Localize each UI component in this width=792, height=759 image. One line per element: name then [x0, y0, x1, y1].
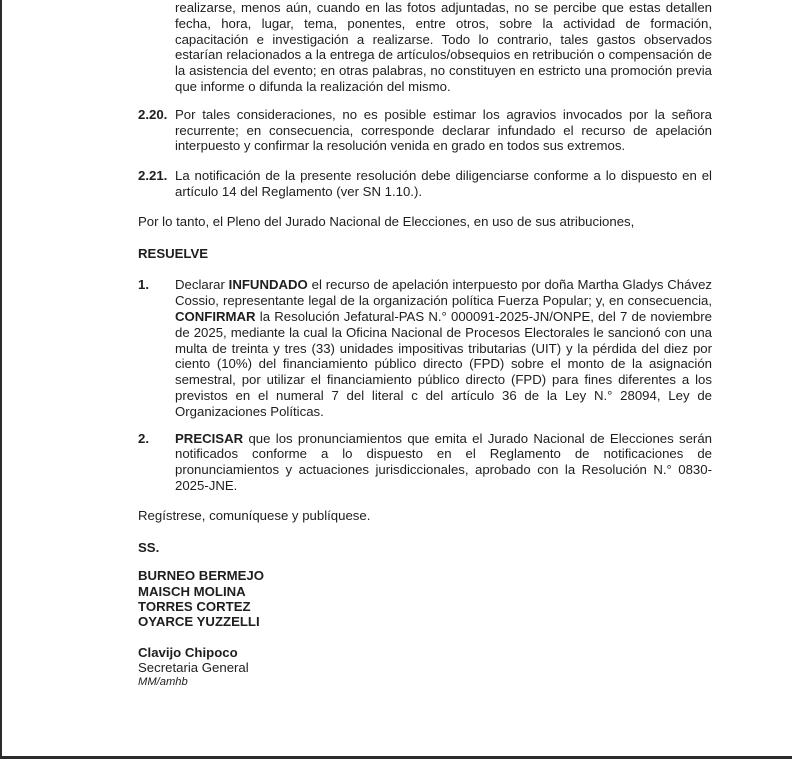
ss-label: SS. [138, 539, 160, 555]
document-initials: MM/amhb [138, 676, 188, 689]
resolution-keyword: CONFIRMAR [175, 308, 256, 324]
resolution-text [175, 277, 712, 419]
resolution-keyword: PRECISAR [175, 430, 244, 446]
closing-line: Regístrese, comuníquese y publíquese. [138, 507, 371, 523]
secretary-title: Secretaria General [138, 660, 249, 676]
resolutions-list [138, 277, 712, 493]
clause-2.20 [138, 107, 712, 154]
signatories-list [138, 568, 712, 629]
resolution-text-segment: que los pronunciamientos que emita el Jurado Nacional de Elecciones serán notificados conforme a lo dispuesto en el Reglamento de notificaciones de pronunciamientos y actuaciones jurisdiccionales, aprobado con la Resolución N.° 0830-2025-JNE. [175, 430, 712, 493]
clause-number: 2.20. [138, 106, 168, 122]
resolution-text [175, 431, 712, 494]
resuelve-heading: RESUELVE [138, 245, 209, 261]
signatory-name: BURNEO BERMEJO [138, 568, 265, 584]
resolution-number: 2. [138, 430, 149, 446]
signatory-name: OYARCE YUZZELLI [138, 613, 260, 629]
numbered-clauses [138, 107, 712, 200]
signatory-name: MAISCH MOLINA [138, 583, 246, 599]
resolution-text-segment: la Resolución Jefatural-PAS N.° 000091-2025-JN/ONPE, del 7 de noviembre de 2025, mediante la cual la Oficina Nacional de Procesos Electorales le sancionó con una multa de treinta y tres (33) unidades impositivas tributarias (UIT) y la pérdida del diez por ciento (10%) del financiamiento público directo (FPD) sobre el monto de la asignación semestral, por utilizar el financiamiento público directo (FPD) para fines diferentes a los previstos en el numeral 7 del literal c del artículo 36 de la Ley N.° 28094, Ley de Organizaciones Políticas. [175, 308, 712, 419]
por-lo-tanto-paragraph: Por lo tanto, el Pleno del Jurado Nacional de Elecciones, en uso de sus atribuciones, [138, 213, 635, 229]
resolution-item-1 [138, 277, 712, 419]
intro-paragraph: realizarse, menos aún, cuando en las fotos adjuntadas, no se percibe que estas detallen fecha, hora, lugar, tema, ponentes, entre otros, sobre la actividad de formación, capacitación e investigación a realizarse. Todo lo contrario, tales gastos observados estarían relacionados a la entrega de artículos/obsequios en retribución o compensación de la asistencia del evento; en otras palabras, no constituyen en estricto una promoción previa que informe o difunda la realización del mismo. [175, 0, 712, 94]
document-content [138, 0, 712, 690]
resolution-number: 1. [138, 277, 149, 293]
signatory-name: TORRES CORTEZ [138, 598, 251, 614]
resolution-text-segment: Declarar [175, 277, 229, 293]
secretary-name: Clavijo Chipoco [138, 645, 238, 661]
clause-2.21 [138, 168, 712, 200]
clause-text: Por tales consideraciones, no es posible estimar los agravios invocados por la señora recurrente; en consecuencia, corresponde declarar infundado el recurso de apelación interpuesto y confirmar la resolución venida en grado en todos sus extremos. [175, 106, 712, 154]
secretary-block [138, 645, 712, 690]
resolution-keyword: INFUNDADO [228, 277, 308, 293]
clause-text: La notificación de la presente resolución debe diligenciarse conforme a lo dispuesto en el artículo 14 del Reglamento (ver SN 1.10.). [175, 168, 712, 199]
clause-number: 2.21. [138, 168, 168, 184]
resolution-item-2 [138, 431, 712, 494]
resolution-text-segment: el recurso de apelación interpuesto por doña Martha Gladys Chávez Cossio, representante legal de la organización política Fuerza Popular; y, en consecuencia, [175, 277, 712, 309]
